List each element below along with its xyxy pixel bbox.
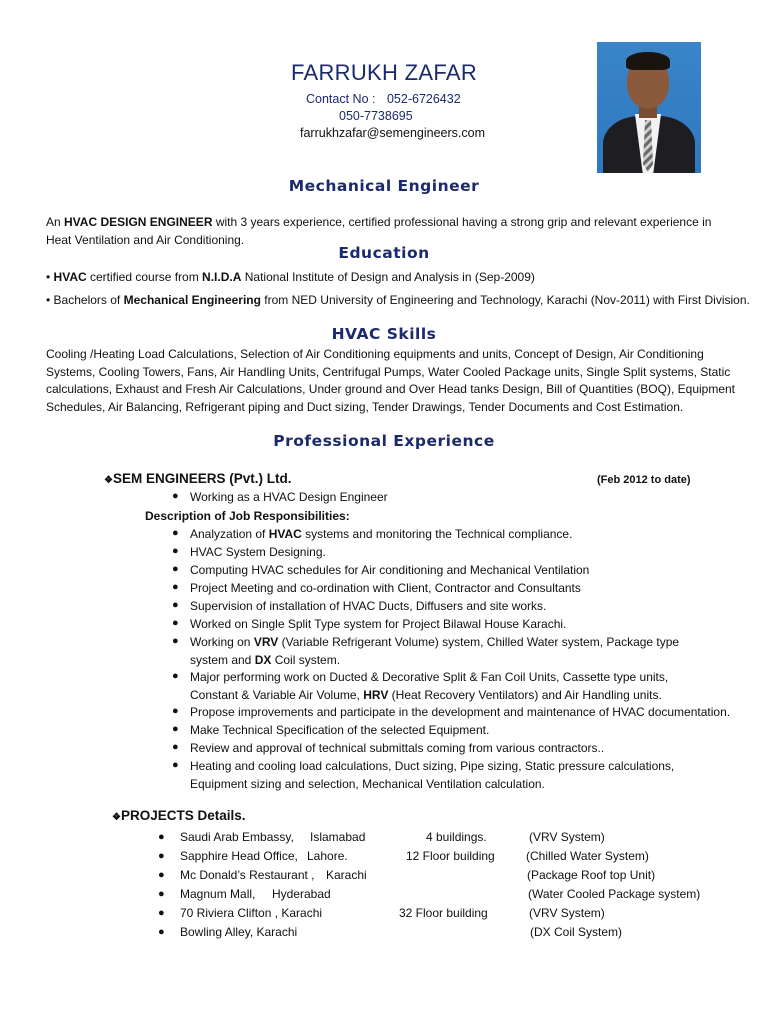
bullet-icon: ● bbox=[172, 670, 179, 682]
candidate-name: FARRUKH ZAFAR bbox=[290, 60, 478, 85]
bullet-icon: ● bbox=[172, 527, 179, 539]
project-name: Magnum Mall, bbox=[180, 887, 256, 901]
skills-line: Cooling /Heating Load Calculations, Selection of Air Conditioning equipments and units, Concept of Design, Air Conditioning bbox=[46, 347, 704, 361]
bullet-icon: ● bbox=[172, 705, 179, 717]
employment-dates: (Feb 2012 to date) bbox=[597, 474, 691, 486]
project-size: 32 Floor building bbox=[399, 906, 488, 920]
education-heading: Education bbox=[338, 244, 430, 262]
project-system: (VRV System) bbox=[529, 830, 605, 844]
item-text: systems and monitoring the Technical compliance. bbox=[301, 527, 573, 541]
edu2-bold: Mechanical Engineering bbox=[123, 293, 261, 307]
projects-heading-text: PROJECTS Details. bbox=[120, 808, 246, 823]
edu-bold: HVAC bbox=[53, 270, 87, 284]
profile-photo bbox=[597, 42, 701, 173]
project-system: (Package Roof top Unit) bbox=[527, 868, 656, 882]
diamond-bullet-icon: ❖ bbox=[112, 812, 121, 823]
phone-1: 052-6726432 bbox=[386, 92, 461, 106]
diamond-bullet-icon: ❖ bbox=[104, 475, 113, 486]
list-item: Make Technical Specification of the selected Equipment. bbox=[190, 723, 490, 737]
project-name: Saudi Arab Embassy, bbox=[180, 830, 294, 844]
list-item bbox=[190, 526, 572, 544]
summary-text-2: with 3 years experience, certified professional having a strong grip and relevant experience in bbox=[212, 215, 712, 229]
project-system: (DX Coil System) bbox=[530, 925, 623, 939]
item-bold: DX bbox=[254, 652, 272, 667]
bullet-icon: ● bbox=[172, 723, 179, 735]
item-bold: VRV bbox=[253, 635, 279, 649]
company-name bbox=[104, 471, 291, 486]
contact-line-1 bbox=[306, 92, 461, 106]
project-city: Hyderabad bbox=[272, 887, 331, 901]
contact-label: Contact No : bbox=[306, 92, 376, 106]
job-title: Mechanical Engineer bbox=[288, 177, 480, 195]
bullet-icon: ● bbox=[158, 926, 165, 938]
bullet-icon: ● bbox=[158, 869, 165, 881]
bullet-icon: ● bbox=[172, 563, 179, 575]
project-name: Bowling Alley, Karachi bbox=[180, 925, 298, 939]
list-item: Project Meeting and co-ordination with Client, Contractor and Consultants bbox=[190, 581, 581, 595]
bullet-icon: ● bbox=[158, 888, 165, 900]
project-size: 4 buildings. bbox=[426, 830, 487, 844]
project-name: 70 Riviera Clifton , Karachi bbox=[180, 906, 323, 920]
project-system: (VRV System) bbox=[529, 906, 605, 920]
bullet-icon: ● bbox=[158, 850, 165, 862]
edu-text-2: National Institute of Design and Analysis in (Sep-2009) bbox=[241, 270, 535, 284]
skills-heading: HVAC Skills bbox=[331, 325, 437, 343]
experience-heading: Professional Experience bbox=[273, 432, 495, 450]
bullet-icon: ● bbox=[172, 545, 179, 557]
list-item bbox=[190, 669, 668, 704]
item-text: (Heat Recovery Ventilators) and Air Handling units. bbox=[388, 687, 662, 702]
bullet-icon: ● bbox=[158, 831, 165, 843]
skills-line: Systems, Cooling Towers, Fans, Air Handling Units, Centrifugal Pumps, Water Cooled Package units, Single Split systems, Static bbox=[46, 364, 731, 379]
item-text: system and bbox=[190, 652, 255, 667]
phone-2: 050-7738695 bbox=[339, 109, 413, 123]
item-text: (Variable Refrigerant Volume) system, Chilled Water system, Package type bbox=[278, 635, 680, 649]
list-item: Propose improvements and participate in the development and maintenance of HVAC documentation. bbox=[190, 705, 731, 719]
item-text: Analyzation of bbox=[190, 527, 269, 541]
edu-bold-2: N.I.D.A bbox=[202, 270, 242, 284]
bullet-icon: ● bbox=[172, 581, 179, 593]
list-item: Supervision of installation of HVAC Ducts, Diffusers and site works. bbox=[190, 599, 547, 613]
project-system: (Water Cooled Package system) bbox=[528, 887, 701, 901]
project-size: 12 Floor building bbox=[406, 849, 495, 863]
project-city: Lahore. bbox=[307, 849, 348, 863]
skills-line: calculations, Exhaust and Fresh Air Calculations, Under ground and Over Head tanks Design, Bill of Quantities (BOQ), Equipment bbox=[46, 382, 736, 396]
list-item: Worked on Single Split Type system for Project Bilawal House Karachi. bbox=[190, 617, 567, 631]
item-text: Equipment sizing and selection, Mechanical Ventilation calculation. bbox=[190, 776, 545, 791]
project-city: Islamabad bbox=[310, 830, 366, 844]
item-text: Coil system. bbox=[271, 652, 341, 667]
list-item bbox=[190, 634, 679, 669]
bullet-icon: ● bbox=[158, 907, 165, 919]
list-item: Review and approval of technical submittals coming from various contractors.. bbox=[190, 741, 605, 755]
project-name: Sapphire Head Office, bbox=[180, 849, 298, 863]
summary-text: An bbox=[46, 215, 65, 229]
education-item-1: • HVAC certified course from N.I.D.A National Institute of Design and Analysis in (Sep-2009) bbox=[46, 270, 535, 284]
projects-heading bbox=[112, 808, 246, 823]
skills-text bbox=[46, 346, 761, 416]
bullet-icon: ● bbox=[172, 599, 179, 611]
summary-bold: HVAC DESIGN ENGINEER bbox=[64, 215, 213, 229]
education-item-2: • Bachelors of Mechanical Engineering from NED University of Engineering and Technology, Karachi (Nov-2011) with First Division. bbox=[46, 293, 750, 307]
project-system: (Chilled Water System) bbox=[526, 849, 649, 863]
bullet-icon: ● bbox=[172, 490, 179, 502]
item-text: Major performing work on Ducted & Decorative Split & Fan Coil Units, Cassette type units, bbox=[190, 670, 669, 684]
company-text: SEM ENGINEERS (Pvt.) Ltd. bbox=[112, 471, 292, 486]
item-text: Heating and cooling load calculations, Duct sizing, Pipe sizing, Static pressure calculations, bbox=[190, 759, 675, 773]
summary-line-2: Heat Ventilation and Air Conditioning. bbox=[46, 232, 245, 247]
bullet-icon: ● bbox=[172, 617, 179, 629]
bullet-icon: ● bbox=[172, 741, 179, 753]
item-bold: HVAC bbox=[268, 527, 302, 541]
item-text: Working on bbox=[190, 635, 254, 649]
list-item: HVAC System Designing. bbox=[190, 545, 326, 559]
bullet-icon: ● bbox=[172, 635, 179, 647]
item-text: Constant & Variable Air Volume, bbox=[190, 687, 364, 702]
skills-line: Schedules, Air Balancing, Refrigerant piping and Duct sizing, Tender Drawings, Tender Documents and Cost Estimation. bbox=[46, 399, 684, 414]
edu2-text: Bachelors of bbox=[53, 293, 124, 307]
role: Working as a HVAC Design Engineer bbox=[190, 490, 388, 504]
edu2-text-2: from NED University of Engineering and Technology, Karachi (Nov-2011) with First Division. bbox=[260, 293, 750, 307]
project-name: Mc Donald’s Restaurant , bbox=[180, 868, 315, 882]
item-bold: HRV bbox=[363, 687, 389, 702]
email: farrukhzafar@semengineers.com bbox=[300, 126, 485, 140]
responsibilities-heading: Description of Job Responsibilities: bbox=[145, 509, 350, 523]
list-item bbox=[190, 758, 674, 793]
bullet-icon: ● bbox=[172, 759, 179, 771]
list-item: Computing HVAC schedules for Air conditioning and Mechanical Ventilation bbox=[190, 563, 590, 577]
edu-text: certified course from bbox=[86, 270, 203, 284]
project-city: Karachi bbox=[326, 868, 367, 882]
